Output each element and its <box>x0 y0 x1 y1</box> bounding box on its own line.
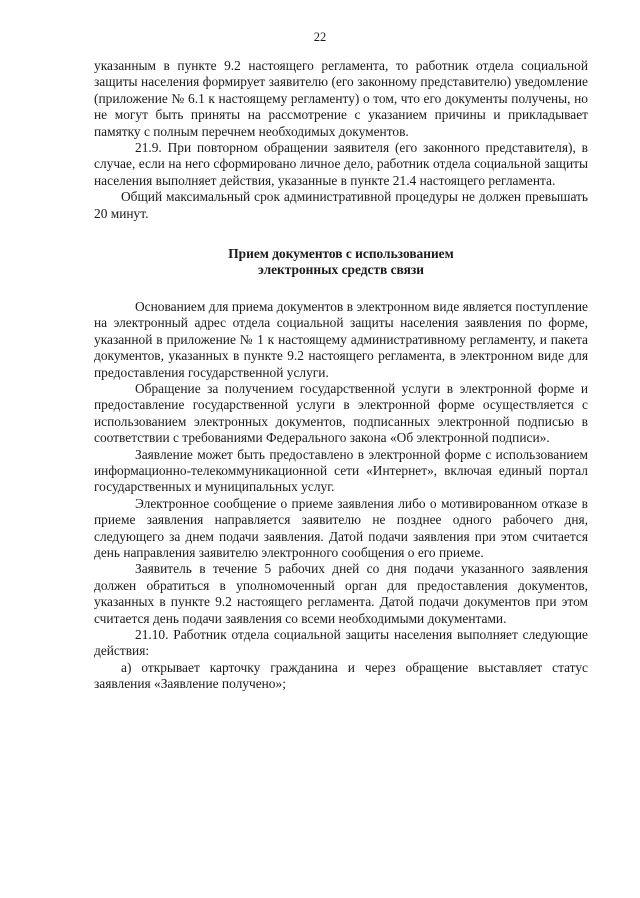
paragraph-basis: Основанием для приема документов в электронном виде является поступление на электронный адрес отдела социальной защиты населения заявления по форме, указанной в приложение № 1 к настоящему административному регламенту, и пакета документов, указанных в пункте 9.2 настоящего регламента, в электронном виде для предоставления государственной услуги. <box>94 298 588 380</box>
page-number: 22 <box>313 30 327 44</box>
paragraph-electronic-request: Обращение за получением государственной услуги в электронной форме и предоставление государственной услуги в электронной форме осуществляется с использованием электронных документов, подписанных электронной подписью в соответствии с требованиями Федерального закона «Об электронной подписи». <box>94 380 588 446</box>
section-heading-line-1: Прием документов с использованием <box>228 246 454 262</box>
paragraph-item-a: а) открывает карточку гражданина и через обращение выставляет статус заявления «Заявление получено»; <box>94 659 588 692</box>
document-body <box>94 58 588 693</box>
paragraph-21-9: 21.9. При повторном обращении заявителя (его законного представителя), в случае, если на него сформировано личное дело, работник отдела социальной защиты населения выполняет действия, указанные в пункте 21.4 настоящего регламента. <box>94 140 588 188</box>
paragraph-continuation: указанным в пункте 9.2 настоящего регламента, то работник отдела социальной защиты населения формирует заявителю (его законному представителю) уведомление (приложение № 6.1 к настоящему регламенту) о том, что его документы получены, но не могут быть приняты на рассмотрение с указанием причины и прикладывает памятку с полным перечнем необходимых документов. <box>94 58 588 139</box>
paragraph-21-10: 21.10. Работник отдела социальной защиты населения выполняет следующие действия: <box>94 627 588 659</box>
spacer <box>94 279 588 299</box>
paragraph-max-duration: Общий максимальный срок административной процедуры не должен превышать 20 минут. <box>94 189 588 221</box>
spacer <box>94 222 588 246</box>
paragraph-internet-submission: Заявление может быть предоставлено в электронной форме с использованием информационно-телекоммуникационной сети «Интернет», включая единый портал государственных и муниципальных услуг. <box>94 446 588 495</box>
paragraph-five-days: Заявитель в течение 5 рабочих дней со дня подачи указанного заявления должен обратиться в уполномоченный орган для предоставления документов, указанных в пункте 9.2 настоящего регламента. Датой подачи документов при этом считается день подачи заявления со всеми необходимыми документами. <box>94 561 588 626</box>
paragraph-electronic-message: Электронное сообщение о приеме заявления либо о мотивированном отказе в приеме заявления направляется заявителю не позднее одного рабочего дня, следующего за днем подачи заявления. Датой подачи заявления при этом считается день направления заявителю электронного сообщения о его приеме. <box>94 495 588 560</box>
section-heading-line-2: электронных средств связи <box>258 262 424 278</box>
